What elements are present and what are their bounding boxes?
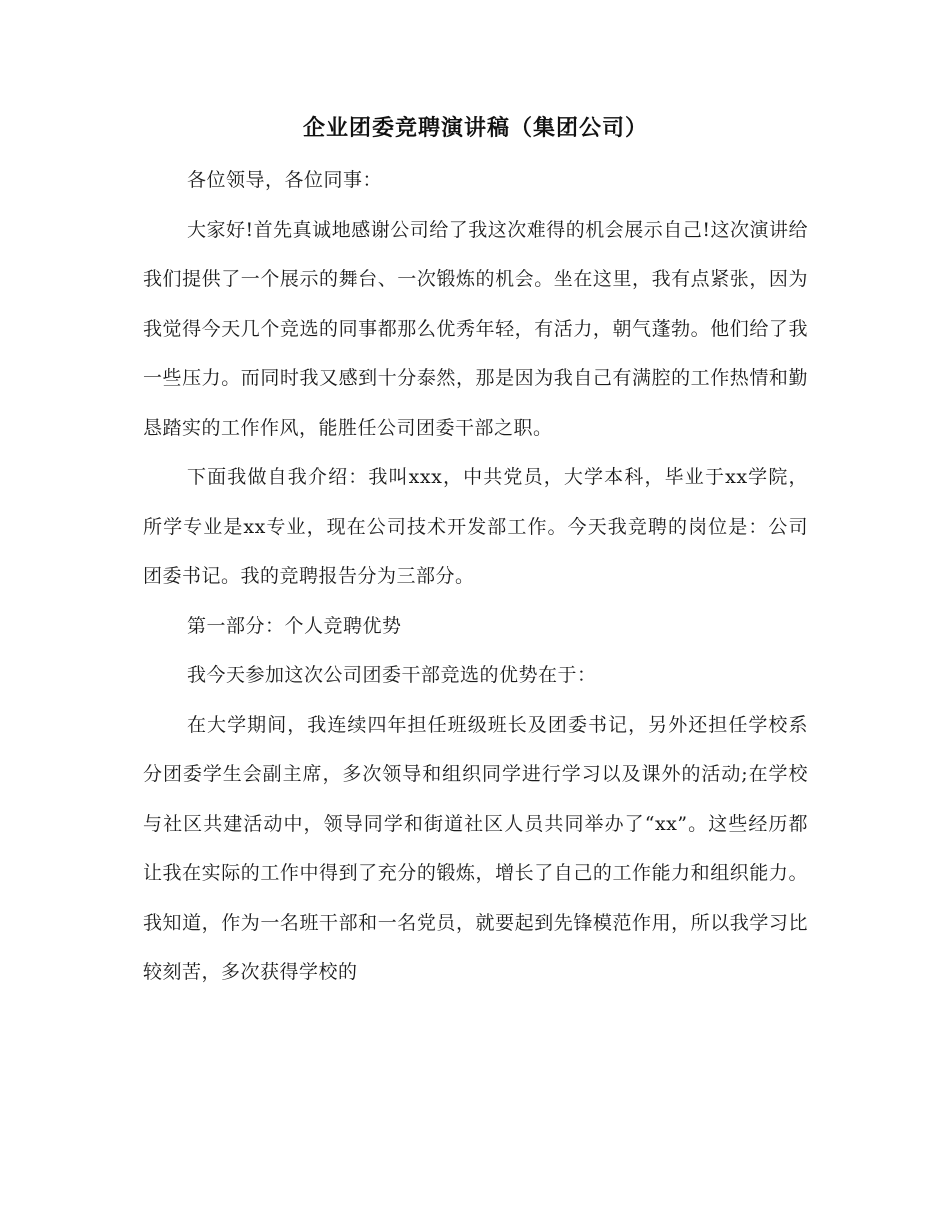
paragraph-advantages-intro: 我今天参加这次公司团委干部竞选的优势在于： (187, 664, 597, 686)
document-title: 企业团委竞聘演讲稿（集团公司） (302, 116, 648, 141)
document-body (143, 112, 808, 998)
paragraph-university-experience: 在大学期间，我连续四年担任班级班长及团委书记，另外还担任学校系分团委学生会副主席，多次领导和组织同学进行学习以及课外的活动;在学校与社区共建活动中，领导同学和街道社区人员共同举办了“xx”。这些经历都让我在实际的工作中得到了充分的锻炼，增长了自己的工作能力和组织能力。我知道，作为一名班干部和一名党员，就要起到先锋模范作用，所以我学习比较刻苦，多次获得学校的 (143, 713, 808, 983)
paragraph-salutation: 各位领导，各位同事： (187, 169, 383, 191)
paragraph-greeting: 大家好!首先真诚地感谢公司给了我这次难得的机会展示自己!这次演讲给我们提供了一个展示的舞台、一次锻炼的机会。坐在这里，我有点紧张，因为我觉得今天几个竞选的同事都那么优秀年轻，有活力，朝气蓬勃。他们给了我一些压力。而同时我又感到十分泰然，那是因为我自己有满腔的工作热情和勤恳踏实的工作作风，能胜任公司团委干部之职。 (143, 218, 808, 439)
paragraph-section-heading: 第一部分：个人竞聘优势 (187, 614, 402, 637)
paragraph-self-introduction: 下面我做自我介绍：我叫xxx，中共党员，大学本科，毕业于xx学院，所学专业是xx专业，现在公司技术开发部工作。今天我竞聘的岗位是：公司团委书记。我的竞聘报告分为三部分。 (143, 466, 808, 587)
